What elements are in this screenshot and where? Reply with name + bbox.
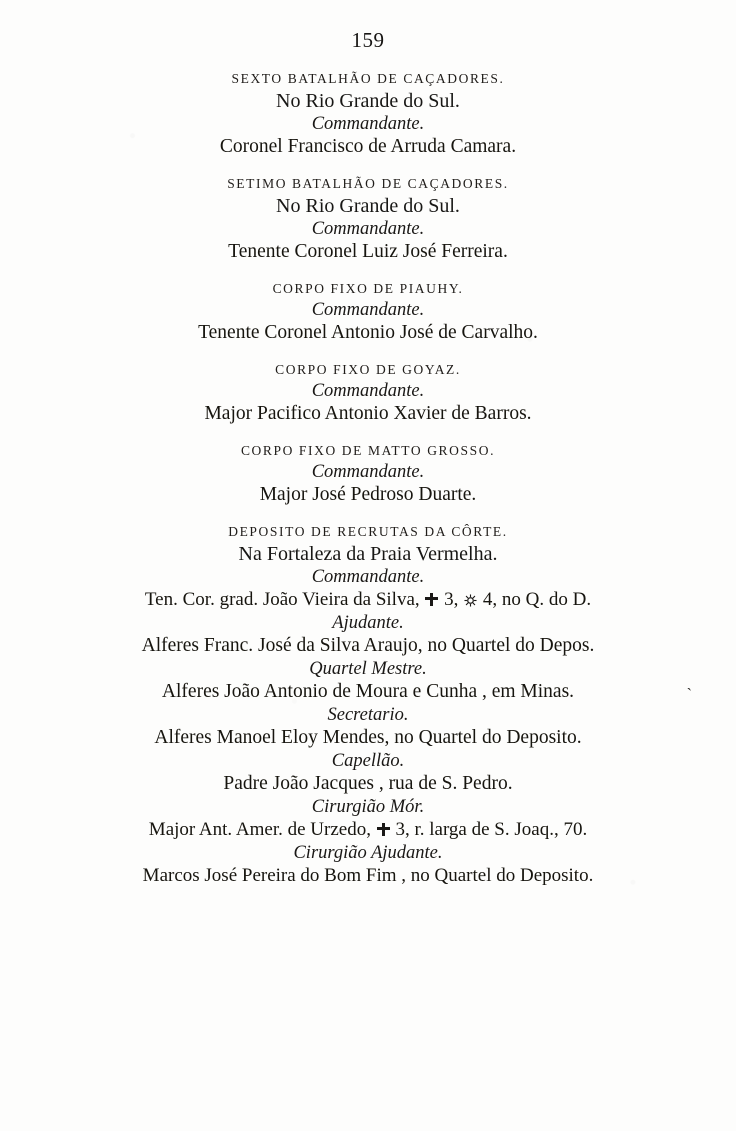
person-name: Alferes Franc. José da Silva Araujo, no Quartel do Depos. bbox=[141, 635, 595, 656]
person-name-text: Major Ant. Amer. de Urzedo, bbox=[148, 819, 371, 840]
role-label: Commandante. bbox=[311, 300, 425, 320]
section-setimo-batalhao bbox=[48, 176, 688, 263]
section-corpo-fixo-goyaz bbox=[48, 362, 688, 425]
order-cross-icon bbox=[425, 593, 438, 606]
role-label: Cirurgião Mór. bbox=[311, 797, 425, 817]
person-name: Major José Pedroso Duarte. bbox=[259, 484, 477, 505]
order-rosette-icon bbox=[464, 591, 477, 604]
person-name: Padre João Jacques , rua de S. Pedro. bbox=[223, 773, 513, 794]
page-number: 159 bbox=[351, 28, 385, 52]
order-cross-detail: 3, r. larga de S. Joaq., 70. bbox=[395, 819, 588, 840]
unit-heading: DEPOSITO DE RECRUTAS DA CÔRTE. bbox=[228, 524, 508, 539]
order-cross-count: 3, bbox=[444, 589, 459, 610]
role-label: Cirurgião Ajudante. bbox=[293, 843, 443, 863]
role-label: Ajudante. bbox=[332, 613, 404, 633]
order-rosette-count: 4, no Q. do D. bbox=[482, 589, 592, 610]
section-corpo-fixo-matto-grosso bbox=[48, 443, 688, 506]
person-name: Alferes Manoel Eloy Mendes, no Quartel do Deposito. bbox=[154, 727, 582, 748]
unit-heading: SETIMO BATALHÃO DE CAÇADORES. bbox=[227, 176, 509, 191]
unit-location: No Rio Grande do Sul. bbox=[276, 195, 460, 217]
unit-heading: CORPO FIXO DE GOYAZ. bbox=[275, 362, 461, 377]
role-label: Capellão. bbox=[331, 751, 405, 771]
unit-location: No Rio Grande do Sul. bbox=[276, 90, 460, 112]
section-deposito-recrutas bbox=[48, 524, 688, 887]
role-label: Commandante. bbox=[311, 462, 425, 482]
unit-heading: CORPO FIXO DE PIAUHY. bbox=[272, 281, 464, 296]
unit-heading: SEXTO BATALHÃO DE CAÇADORES. bbox=[231, 71, 505, 86]
unit-location: Na Fortaleza da Praia Vermelha. bbox=[238, 543, 498, 565]
order-cross-icon bbox=[377, 823, 390, 836]
section-corpo-fixo-piauhy bbox=[48, 281, 688, 344]
role-label: Commandante. bbox=[311, 219, 425, 239]
margin-mark: ˋ bbox=[686, 686, 692, 703]
person-name bbox=[48, 589, 688, 611]
person-name: Marcos José Pereira do Bom Fim , no Quartel do Deposito. bbox=[142, 865, 594, 886]
role-label: Commandante. bbox=[311, 381, 425, 401]
person-name: Alferes João Antonio de Moura e Cunha , em Minas. bbox=[161, 681, 575, 702]
person-name: Coronel Francisco de Arruda Camara. bbox=[219, 136, 517, 157]
unit-heading: CORPO FIXO DE MATTO GROSSO. bbox=[240, 443, 496, 458]
role-label: Commandante. bbox=[311, 114, 425, 134]
person-name-text: Ten. Cor. grad. João Vieira da Silva, bbox=[144, 589, 420, 610]
role-label: Quartel Mestre. bbox=[309, 659, 427, 679]
person-name: Major Pacifico Antonio Xavier de Barros. bbox=[204, 403, 532, 424]
person-name bbox=[48, 819, 688, 841]
role-label: Commandante. bbox=[311, 567, 425, 587]
person-name: Tenente Coronel Antonio José de Carvalho. bbox=[198, 322, 538, 343]
role-label: Secretario. bbox=[327, 705, 409, 725]
section-sexto-batalhao bbox=[48, 71, 688, 158]
person-name: Tenente Coronel Luiz José Ferreira. bbox=[228, 241, 508, 262]
